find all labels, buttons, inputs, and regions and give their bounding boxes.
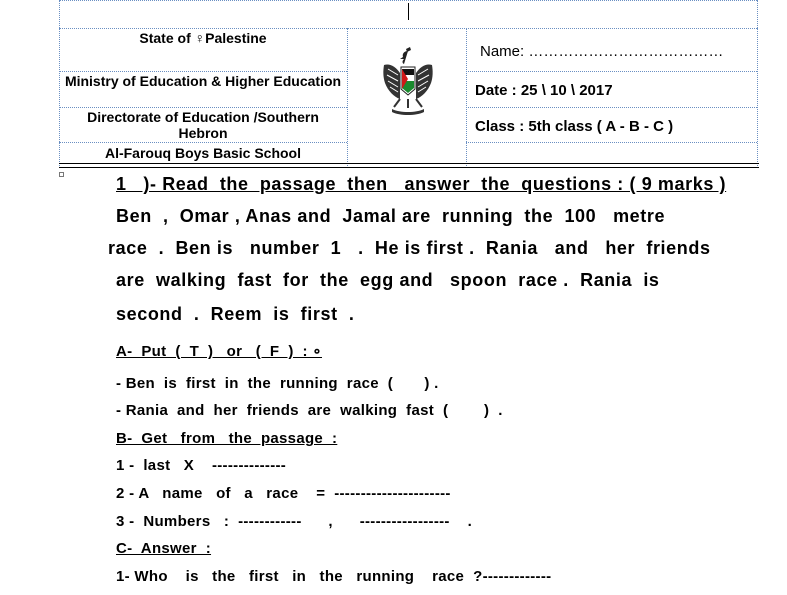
table-left-line [59,28,60,166]
palestine-eagle-icon [380,45,436,117]
section-b-item: 1 - last X -------------- [116,457,287,474]
table-right-line [757,28,758,166]
question-heading: 1 )- Read the passage then answer the questions : ( 9 marks ) [116,174,727,194]
anchor-handle[interactable] [59,172,64,177]
table-col2-line [466,28,467,166]
table-col1-line [347,28,348,166]
double-rule-2 [59,167,759,168]
section-a-item: - Rania and her friends are walking fast ( ) . [116,402,503,419]
section-b-title: B- Get from the passage : [116,430,338,447]
left-border-top [59,0,60,28]
row-line-3 [59,142,347,143]
school-label: Al-Farouq Boys Basic School [104,145,302,161]
section-c-title: C- Answer : [116,540,212,557]
right-border-top [757,0,758,28]
section-b-item: 2 - A name of a race = ---------------------- [116,485,451,502]
section-b-item: 3 - Numbers : ------------ , ----------------- . [116,513,473,530]
row-line-1 [59,71,347,72]
passage-line: second . Reem is first . [116,304,355,324]
state-label: State of ♀Palestine [139,30,267,46]
table-top-line [59,28,757,29]
date-label: Date : 25 \ 10 \ 2017 [475,82,613,99]
text-cursor [408,3,409,20]
passage-line: Ben , Omar , Anas and Jamal are running the 100 metre [116,206,666,226]
passage-line: race . Ben is number 1 . He is first . Rania and her friends [108,238,711,258]
name-field[interactable]: Name: ………………………………… [480,43,724,60]
top-border [59,0,757,1]
right-row-line-2 [466,107,757,108]
right-row-line-1 [466,71,757,72]
row-line-2 [59,107,347,108]
right-row-line-3 [466,142,757,143]
passage-line: are walking fast for the egg and spoon race . Rania is [116,270,660,290]
directorate-label: Directorate of Education /Southern Hebron [87,109,319,141]
ministry-label: Ministry of Education & Higher Education [64,73,342,89]
section-c-item: 1- Who is the first in the running race ?------------- [116,568,552,585]
section-a-item: - Ben is first in the running race ( ) . [116,375,439,392]
double-rule-1 [59,163,759,164]
section-a-title: A- Put ( T ) or ( F ) : ∘ [116,343,322,360]
class-label: Class : 5th class ( A - B - C ) [475,118,674,135]
